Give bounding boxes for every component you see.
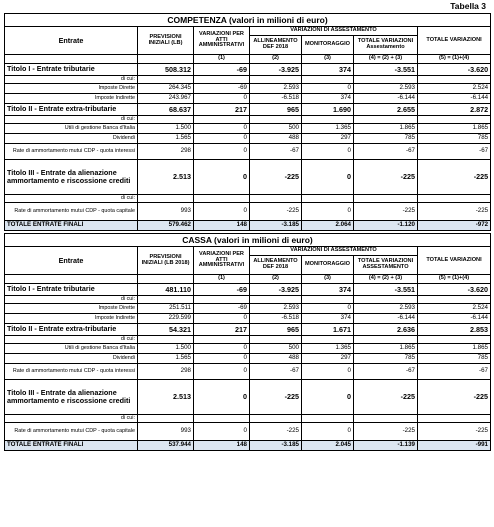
row-value: 374 — [302, 94, 354, 104]
header-entrate: Entrate — [5, 247, 138, 275]
row-label: di cui: — [5, 195, 138, 203]
header-group-assestamento: VARIAZIONI DI ASSESTAMENTO — [250, 27, 418, 36]
row-value: -1.120 — [354, 221, 418, 231]
row-value: -225 — [250, 380, 302, 415]
table-row — [5, 441, 491, 451]
section-title: CASSA (valori in milioni di euro) — [5, 234, 491, 247]
row-label: Dividendi — [5, 134, 138, 144]
row-value: -69 — [194, 84, 250, 94]
row-value: 0 — [302, 423, 354, 441]
table-row — [5, 304, 491, 314]
row-value: 374 — [302, 64, 354, 76]
row-value: -3.620 — [418, 284, 491, 296]
column-number: (5) = (1)+(4) — [418, 275, 491, 284]
row-value: 2.064 — [302, 221, 354, 231]
empty-cell — [354, 336, 418, 344]
row-value: 2.853 — [418, 324, 491, 336]
row-value: -225 — [354, 380, 418, 415]
row-value: 148 — [194, 221, 250, 231]
row-value: 2.593 — [354, 304, 418, 314]
empty-cell — [418, 336, 491, 344]
row-value: -225 — [354, 160, 418, 195]
row-value: -3.620 — [418, 64, 491, 76]
row-label: TOTALE ENTRATE FINALI — [5, 221, 138, 231]
row-value: 0 — [302, 160, 354, 195]
row-value: 965 — [250, 324, 302, 336]
row-value: 993 — [138, 203, 194, 221]
row-value: -225 — [354, 203, 418, 221]
row-label: Imposte Indirette — [5, 314, 138, 324]
column-number: (4) = (2) + (3) — [354, 275, 418, 284]
row-value: 1.865 — [354, 124, 418, 134]
empty-cell — [194, 116, 250, 124]
row-label: Imposte Dirette — [5, 304, 138, 314]
column-number: (1) — [194, 55, 250, 64]
row-value: 500 — [250, 344, 302, 354]
header-allineamento: ALLINEAMENTO DEF 2018 — [250, 256, 302, 275]
empty-cell — [354, 76, 418, 84]
row-value: 2.524 — [418, 84, 491, 94]
row-value: -225 — [418, 423, 491, 441]
table-row — [5, 344, 491, 354]
row-value: 0 — [194, 380, 250, 415]
row-value: 264.345 — [138, 84, 194, 94]
row-value: 1.865 — [418, 344, 491, 354]
row-value: -3.925 — [250, 284, 302, 296]
row-value: 0 — [194, 124, 250, 134]
row-label: Titolo II - Entrate extra-tributarie — [5, 324, 138, 336]
table-row — [5, 314, 491, 324]
row-value: -1.139 — [354, 441, 418, 451]
row-value: -3.185 — [250, 441, 302, 451]
row-value: -6.518 — [250, 314, 302, 324]
row-value: -225 — [354, 423, 418, 441]
row-value: 2.593 — [250, 304, 302, 314]
empty-cell — [194, 195, 250, 203]
row-label: Rate di ammortamento mutui CDP - quota interessi — [5, 364, 138, 380]
row-value: 2.872 — [418, 104, 491, 116]
row-value: 297 — [302, 134, 354, 144]
empty-cell — [250, 116, 302, 124]
table-row — [5, 364, 491, 380]
row-value: 1.865 — [418, 124, 491, 134]
empty-cell — [138, 76, 194, 84]
row-value: 1.565 — [138, 354, 194, 364]
row-value: -225 — [418, 203, 491, 221]
row-value: 785 — [354, 354, 418, 364]
row-value: 965 — [250, 104, 302, 116]
row-value: 297 — [302, 354, 354, 364]
column-number — [5, 55, 138, 64]
header-monitoraggio: MONITORAGGIO — [302, 256, 354, 275]
row-value: 0 — [302, 144, 354, 160]
row-label: Titolo I - Entrate tributarie — [5, 64, 138, 76]
row-value: -3.551 — [354, 64, 418, 76]
empty-cell — [250, 195, 302, 203]
row-value: 2.636 — [354, 324, 418, 336]
row-value: -972 — [418, 221, 491, 231]
row-value: 0 — [302, 304, 354, 314]
row-value: 537.944 — [138, 441, 194, 451]
row-value: -225 — [250, 203, 302, 221]
row-value: 1.865 — [354, 344, 418, 354]
header-totale-assestamento: TOTALE VARIAZIONI ASSESTAMENTO — [354, 256, 418, 275]
sections-container — [4, 13, 490, 451]
row-value: -225 — [418, 160, 491, 195]
row-value: 1.500 — [138, 344, 194, 354]
row-label: Utili di gestione Banca d'Italia — [5, 124, 138, 134]
row-value: 500 — [250, 124, 302, 134]
row-value: 0 — [302, 84, 354, 94]
row-value: 374 — [302, 284, 354, 296]
row-label: Titolo II - Entrate extra-tributarie — [5, 104, 138, 116]
row-value: 488 — [250, 134, 302, 144]
row-value: 0 — [194, 364, 250, 380]
row-value: -3.925 — [250, 64, 302, 76]
row-value: 0 — [194, 134, 250, 144]
row-value: 2.524 — [418, 304, 491, 314]
row-value: 1.565 — [138, 134, 194, 144]
row-label: Titolo III - Entrate da alienazione ammortamento e riscossione crediti — [5, 380, 138, 415]
row-value: 1.365 — [302, 344, 354, 354]
row-label: di cui: — [5, 76, 138, 84]
row-value: -67 — [250, 144, 302, 160]
row-value: 1.671 — [302, 324, 354, 336]
table-row — [5, 144, 491, 160]
section-title: COMPETENZA (valori in milioni di euro) — [5, 14, 491, 27]
row-label: TOTALE ENTRATE FINALI — [5, 441, 138, 451]
header-previsioni: PREVISIONI INIZIALI (LB) — [138, 27, 194, 55]
empty-cell — [418, 415, 491, 423]
empty-cell — [138, 195, 194, 203]
row-value: -69 — [194, 304, 250, 314]
row-value: 229.599 — [138, 314, 194, 324]
row-value: 2.655 — [354, 104, 418, 116]
header-allineamento: ALLINEAMENTO DEF 2018 — [250, 36, 302, 55]
row-label: Titolo III - Entrate da alienazione ammortamento e riscossione crediti — [5, 160, 138, 195]
empty-cell — [418, 195, 491, 203]
row-label: di cui: — [5, 415, 138, 423]
row-value: 0 — [194, 314, 250, 324]
row-value: -67 — [354, 144, 418, 160]
table-label: Tabella 3 — [450, 1, 486, 11]
row-value: 2.593 — [354, 84, 418, 94]
row-value: 2.045 — [302, 441, 354, 451]
row-value: 785 — [354, 134, 418, 144]
row-label: Rate di ammortamento mutui CDP - quota capitale — [5, 203, 138, 221]
row-label: Imposte Dirette — [5, 84, 138, 94]
column-number — [138, 55, 194, 64]
header-totale-variazioni: TOTALE VARIAZIONI — [418, 247, 491, 275]
row-value: 2.593 — [250, 84, 302, 94]
row-value: -67 — [418, 144, 491, 160]
row-label: Titolo I - Entrate tributarie — [5, 284, 138, 296]
table-row — [5, 296, 491, 304]
row-value: -225 — [250, 423, 302, 441]
table-row — [5, 94, 491, 104]
table-row — [5, 324, 491, 336]
row-value: 0 — [194, 144, 250, 160]
empty-cell — [250, 296, 302, 304]
row-value: -6.144 — [354, 314, 418, 324]
row-value: 68.637 — [138, 104, 194, 116]
table-row — [5, 284, 491, 296]
empty-cell — [354, 116, 418, 124]
row-label: Rate di ammortamento mutui CDP - quota interessi — [5, 144, 138, 160]
row-value: 0 — [302, 364, 354, 380]
empty-cell — [138, 296, 194, 304]
row-value: 1.500 — [138, 124, 194, 134]
empty-cell — [194, 296, 250, 304]
row-value: -69 — [194, 64, 250, 76]
empty-cell — [302, 415, 354, 423]
column-number: (4) = (2) + (3) — [354, 55, 418, 64]
row-value: 2.513 — [138, 380, 194, 415]
row-value: -3.551 — [354, 284, 418, 296]
row-value: -225 — [250, 160, 302, 195]
row-value: -6.144 — [418, 94, 491, 104]
row-value: -991 — [418, 441, 491, 451]
row-value: -67 — [354, 364, 418, 380]
row-value: -67 — [250, 364, 302, 380]
row-value: -225 — [418, 380, 491, 415]
empty-cell — [250, 76, 302, 84]
row-value: -6.144 — [418, 314, 491, 324]
empty-cell — [302, 195, 354, 203]
header-totale-variazioni: TOTALE VARIAZIONI — [418, 27, 491, 55]
empty-cell — [194, 76, 250, 84]
header-variazioni-atti: VARIAZIONI PER ATTI AMMINISTRATIVI — [194, 247, 250, 275]
empty-cell — [302, 116, 354, 124]
table-row — [5, 160, 491, 195]
header-entrate: Entrate — [5, 27, 138, 55]
table-row — [5, 84, 491, 94]
row-value: 0 — [194, 354, 250, 364]
row-value: 0 — [194, 203, 250, 221]
row-label: Dividendi — [5, 354, 138, 364]
row-value: 1.365 — [302, 124, 354, 134]
table-row — [5, 354, 491, 364]
row-value: -6.518 — [250, 94, 302, 104]
row-value: 54.321 — [138, 324, 194, 336]
section-table — [4, 13, 491, 231]
empty-cell — [250, 415, 302, 423]
row-value: 298 — [138, 364, 194, 380]
row-value: 785 — [418, 354, 491, 364]
empty-cell — [418, 296, 491, 304]
row-label: Utili di gestione Banca d'Italia — [5, 344, 138, 354]
row-value: 0 — [194, 423, 250, 441]
row-value: 243.967 — [138, 94, 194, 104]
empty-cell — [194, 336, 250, 344]
row-value: 2.513 — [138, 160, 194, 195]
row-value: 217 — [194, 104, 250, 116]
row-value: 0 — [194, 160, 250, 195]
column-number — [138, 275, 194, 284]
column-number: (3) — [302, 55, 354, 64]
empty-cell — [138, 415, 194, 423]
row-value: 298 — [138, 144, 194, 160]
column-number: (1) — [194, 275, 250, 284]
column-number — [5, 275, 138, 284]
row-value: -67 — [418, 364, 491, 380]
empty-cell — [354, 296, 418, 304]
table-row — [5, 104, 491, 116]
table-row — [5, 380, 491, 415]
table-row — [5, 203, 491, 221]
empty-cell — [302, 336, 354, 344]
table-row — [5, 221, 491, 231]
row-value: 217 — [194, 324, 250, 336]
column-number: (3) — [302, 275, 354, 284]
column-number: (2) — [250, 55, 302, 64]
row-value: 481.110 — [138, 284, 194, 296]
document — [4, 0, 490, 451]
empty-cell — [302, 76, 354, 84]
row-value: 251.511 — [138, 304, 194, 314]
row-label: Rate di ammortamento mutui CDP - quota capitale — [5, 423, 138, 441]
table-row — [5, 64, 491, 76]
header-group-assestamento: VARIAZIONI DI ASSESTAMENTO — [250, 247, 418, 256]
empty-cell — [138, 336, 194, 344]
table-row — [5, 336, 491, 344]
row-value: 508.312 — [138, 64, 194, 76]
row-value: 579.462 — [138, 221, 194, 231]
row-value: 993 — [138, 423, 194, 441]
row-value: 1.690 — [302, 104, 354, 116]
column-number: (2) — [250, 275, 302, 284]
section-table — [4, 233, 491, 451]
row-value: 488 — [250, 354, 302, 364]
row-value: 148 — [194, 441, 250, 451]
empty-cell — [250, 336, 302, 344]
header-monitoraggio: MONITORAGGIO — [302, 36, 354, 55]
row-value: 374 — [302, 314, 354, 324]
row-value: -3.185 — [250, 221, 302, 231]
table-row — [5, 134, 491, 144]
row-value: -69 — [194, 284, 250, 296]
header-previsioni: PREVISIONI INIZIALI (LB 2018) — [138, 247, 194, 275]
empty-cell — [418, 116, 491, 124]
empty-cell — [418, 76, 491, 84]
empty-cell — [354, 415, 418, 423]
row-value: 785 — [418, 134, 491, 144]
table-row — [5, 124, 491, 134]
table-row — [5, 195, 491, 203]
empty-cell — [138, 116, 194, 124]
header-variazioni-atti: VARIAZIONI PER ATTI AMMINISTRATIVI — [194, 27, 250, 55]
row-value: -6.144 — [354, 94, 418, 104]
row-label: Imposte Indirette — [5, 94, 138, 104]
empty-cell — [354, 195, 418, 203]
column-number: (5) = (1)+(4) — [418, 55, 491, 64]
row-label: di cui: — [5, 336, 138, 344]
row-value: 0 — [194, 94, 250, 104]
row-value: 0 — [194, 344, 250, 354]
table-row — [5, 116, 491, 124]
row-value: 0 — [302, 380, 354, 415]
empty-cell — [302, 296, 354, 304]
table-row — [5, 415, 491, 423]
table-row — [5, 423, 491, 441]
empty-cell — [194, 415, 250, 423]
row-value: 0 — [302, 203, 354, 221]
row-label: di cui: — [5, 296, 138, 304]
header-totale-assestamento: TOTALE VARIAZIONI Assestamento — [354, 36, 418, 55]
table-row — [5, 76, 491, 84]
row-label: di cui: — [5, 116, 138, 124]
